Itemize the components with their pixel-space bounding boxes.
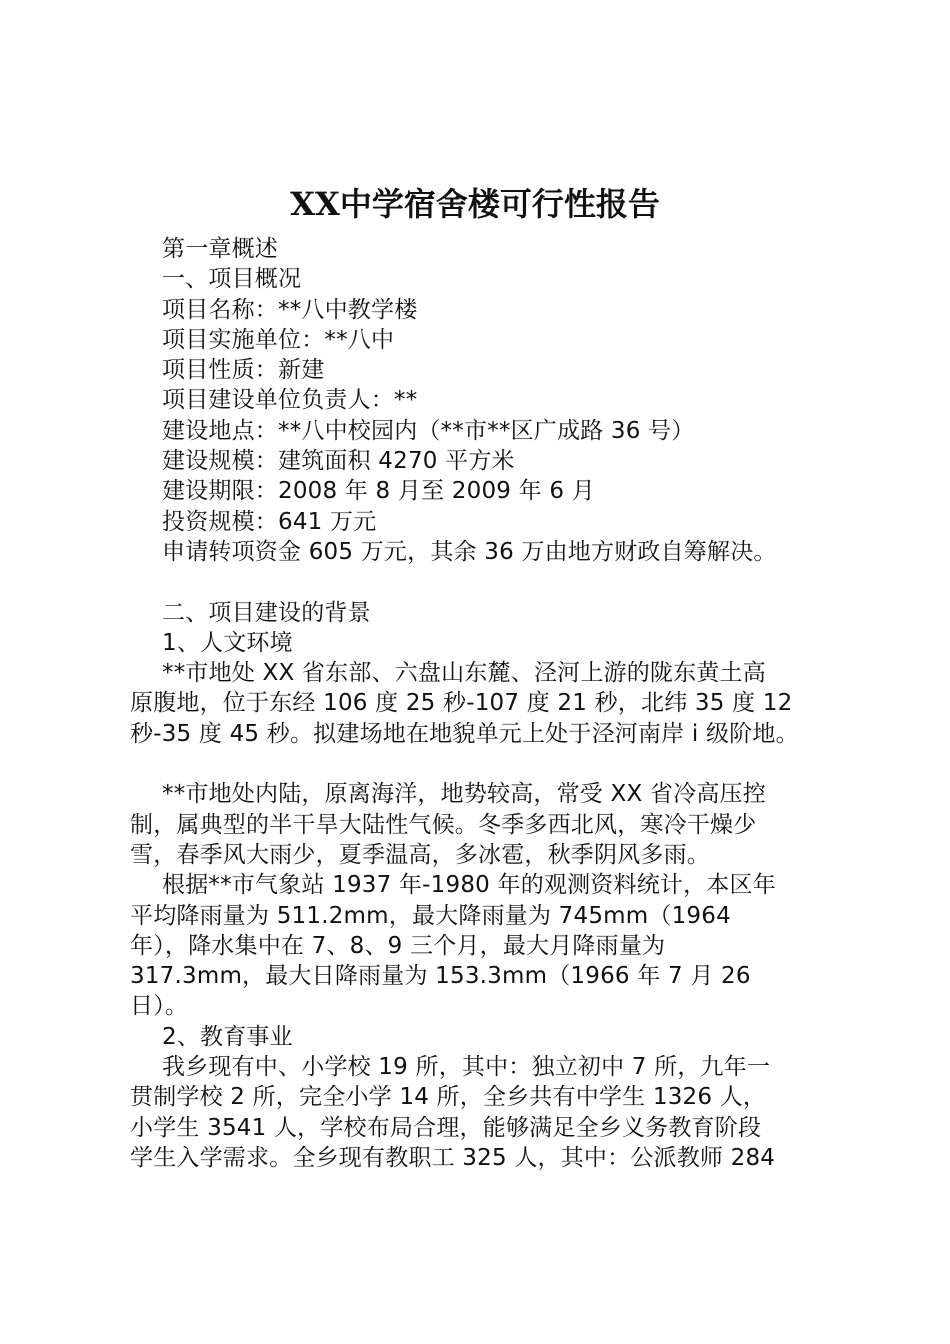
- paragraph-line: 学生入学需求。全乡现有教职工 325 人，其中：公派教师 284: [130, 1144, 776, 1171]
- paragraph-line: 平均降雨量为 511.2mm，最大降雨量为 745mm（1964: [130, 902, 731, 929]
- paragraph-education: [130, 1052, 845, 1173]
- paragraph-rainfall: [130, 870, 845, 1021]
- chapter-heading: 第一章概述: [162, 236, 278, 262]
- project-info-line: 申请转项资金 605 万元，其余 36 万由地方财政自筹解决。: [162, 538, 777, 565]
- paragraph-line: 根据**市气象站 1937 年-1980 年的观测资料统计，本区年: [162, 872, 776, 899]
- project-info-line: 建设期限：2008 年 8 月至 2009 年 6 月: [162, 478, 595, 505]
- project-info-line: 项目实施单位：**八中: [162, 326, 395, 353]
- paragraph-climate: [130, 779, 845, 870]
- paragraph-line: 日）。: [130, 993, 189, 1020]
- paragraph-line: 贯制学校 2 所，完全小学 14 所，全乡共有中学生 1326 人，: [130, 1084, 767, 1111]
- paragraph-line: **市地处 XX 省东部、六盘山东麓、泾河上游的陇东黄土高: [162, 660, 766, 687]
- project-info-line: 项目建设单位负责人：**: [162, 387, 418, 414]
- paragraph-line: 原腹地，位于东经 106 度 25 秒-107 度 21 秒，北纬 35 度 12: [130, 690, 793, 717]
- project-info-line: 建设规模：建筑面积 4270 平方米: [162, 448, 515, 475]
- subsection-heading-humanities: 1、人文环境: [162, 629, 293, 656]
- document-body: [130, 234, 845, 1173]
- paragraph-line: 317.3mm，最大日降雨量为 153.3mm（1966 年 7 月 26: [130, 963, 751, 990]
- document-title: XX中学宿舍楼可行性报告: [290, 185, 660, 223]
- paragraph-line: 制，属典型的半干旱大陆性气候。冬季多西北风，寒冷干燥少: [130, 811, 757, 838]
- paragraph-line: 小学生 3541 人，学校布局合理，能够满足全乡义务教育阶段: [130, 1114, 762, 1141]
- project-info-line: 项目性质：新建: [162, 357, 325, 384]
- paragraph-line: 年），降水集中在 7、8、9 三个月，最大月降雨量为: [130, 932, 666, 959]
- project-info-line: 建设地点：**八中校园内（**市**区广成路 36 号）: [162, 417, 695, 444]
- paragraph-line: **市地处内陆，原离海洋，地势较高，常受 XX 省冷高压控: [162, 781, 766, 808]
- project-info-line: 项目名称：**八中教学楼: [162, 296, 418, 323]
- paragraph-geography: [130, 658, 845, 749]
- project-info-list: [130, 295, 845, 568]
- paragraph-line: 雪，春季风大雨少，夏季温高，多冰雹，秋季阴风多雨。: [130, 841, 710, 868]
- project-info-line: 投资规模：641 万元: [162, 508, 377, 535]
- section-heading-background: 二、项目建设的背景: [162, 599, 371, 626]
- paragraph-line: 我乡现有中、小学校 19 所，其中：独立初中 7 所，九年一: [162, 1054, 771, 1081]
- paragraph-line: 秒-35 度 45 秒。拟建场地在地貌单元上处于泾河南岸 i 级阶地。: [130, 720, 799, 747]
- subsection-heading-education: 2、教育事业: [162, 1023, 293, 1050]
- section-heading-overview: 一、项目概况: [162, 266, 302, 293]
- blank-line: [130, 749, 845, 779]
- blank-line: [130, 567, 845, 597]
